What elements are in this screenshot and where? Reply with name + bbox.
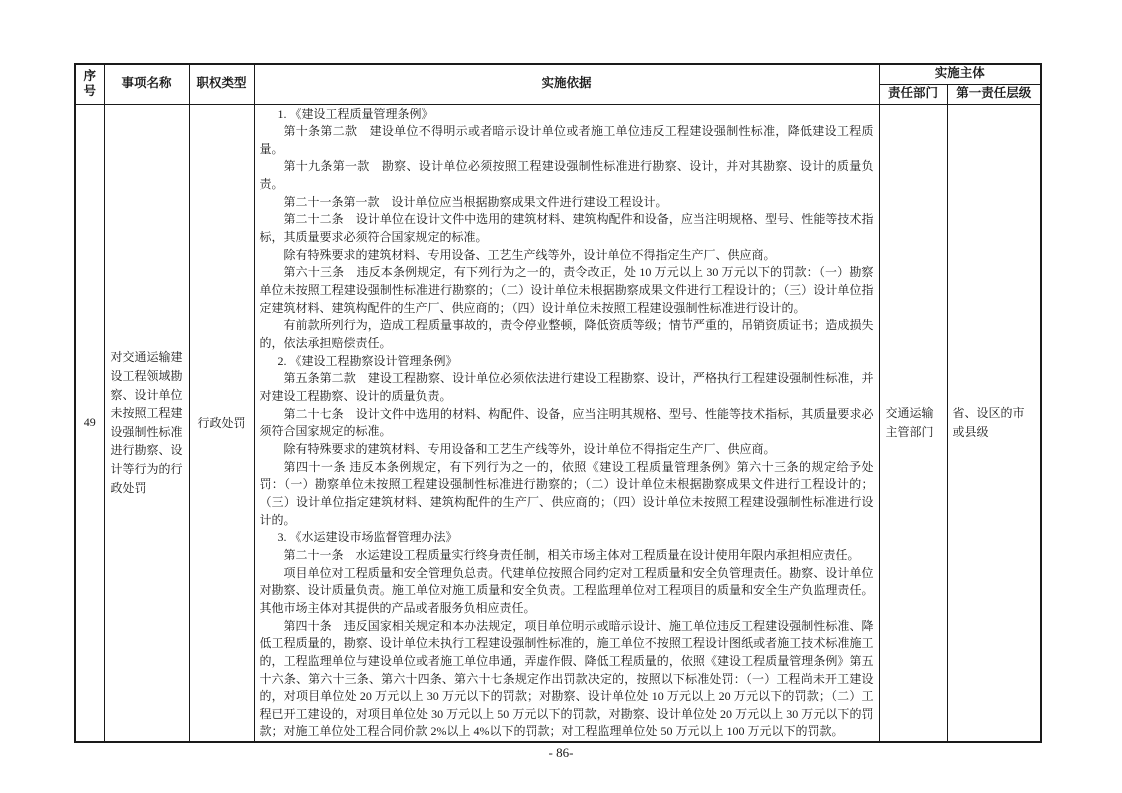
header-authority-type: 职权类型 [189,64,254,104]
basis-paragraph: 第十条第二款 建设单位不得明示或者暗示设计单位或者施工单位违反工程建设强制性标准，降低建设工程质量。 [259,124,874,156]
implementation-basis-text [260,106,874,742]
basis-paragraph: 3. 《水运建设市场监督管理办法》 [277,530,458,545]
header-responsible-department: 责任部门 [879,84,947,104]
penalty-items-table [74,63,1042,743]
basis-paragraph: 第五条第二款 建设工程勘察、设计单位必须依法进行建设工程勘察、设计，严格执行工程建设强制性标准，并对建设工程勘察、设计的质量负责。 [259,371,874,403]
table-row [75,104,1041,742]
basis-paragraph: 第六十三条 违反本条例规定，有下列行为之一的，责令改正，处 10 万元以上 30 万元以下的罚款：（一）勘察单位未按照工程建设强制性标准进行勘察的；（二）设计单位未根据勘察成果文件进行工程设计的；（三）设计单位指定建筑材料、建筑构配件的生产厂、供应商的；（四）设计单位未按照工程建设强制性标准进行设计的。 [259,265,874,315]
header-first-responsibility-level: 第一责任层级 [947,84,1041,104]
basis-paragraph: 第四十一条 违反本条例规定，有下列行为之一的，依照《建设工程质量管理条例》第六十三条的规定给予处罚：（一）勘察单位未按照工程建设强制性标准进行勘察的；（二）设计单位未根据勘察成果文件进行工程设计的；（三）设计单位指定建筑材料、建筑构配件的生产厂、供应商的；（四）设计单位未按照工程建设强制性标准进行设计的。 [259,459,874,527]
cell-serial-no: 49 [75,104,104,742]
basis-paragraph: 第二十一条第一款 设计单位应当根据勘察成果文件进行建设工程设计。 [283,194,668,209]
cell-responsible-department: 交通运输主管部门 [879,104,947,742]
cell-item-name: 对交通运输建设工程领域勘察、设计单位未按照工程建设强制性标准进行勘察、设计等行为的行政处罚 [104,104,189,742]
basis-paragraph: 第十九条第一款 勘察、设计单位必须按照工程建设强制性标准进行勘察、设计，并对其勘察、设计的质量负责。 [259,159,874,192]
basis-paragraph: 项目单位对工程质量和安全管理负总责。代建单位按照合同约定对工程质量和安全负管理责任。勘察、设计单位对勘察、设计质量负责。施工单位对施工质量和安全负责。工程监理单位对工程项目的质量和安全生产负监理责任。其他市场主体对其提供的产品或者服务负相应责任。 [259,565,874,615]
header-implementation-basis: 实施依据 [254,64,879,104]
header-implementation-subject: 实施主体 [879,64,1041,84]
basis-paragraph: 2. 《建设工程勘察设计管理条例》 [277,353,458,368]
cell-authority-type: 行政处罚 [189,104,254,742]
basis-paragraph: 第二十七条 设计文件中选用的材料、构配件、设备，应当注明其规格、型号、性能等技术指标，其质量要求必须符合国家规定的标准。 [259,406,874,439]
basis-paragraph: 第四十条 违反国家相关规定和本办法规定，项目单位明示或暗示设计、施工单位违反工程建设强制性标准、降低工程质量的，勘察、设计单位未执行工程建设强制性标准的，施工单位不按照工程设计图纸或者施工技术标准施工的，工程监理单位与建设单位或者施工单位串通，弄虚作假、降低工程质量的，依照《建设工程质量管理条例》第五十六条、第六十三条、第六十四条、第六十七条规定作出罚款决定的，按照以下标准处罚：（一）工程尚未开工建设的，对项目单位处 20 万元以上 30 万元以下的罚款；对勘察、设计单位处 10 万元以上 20 万元以下的罚款；（二）工程已开工建设的，对项目单位处 30 万元以上 50 万元以下的罚款，对勘察、设计单位处 20 万元以上 30 万元以下的罚款；对施工单位处工程合同价款 2%以上 4%以下的罚款；对工程监理单位处 50 万元以上 100 万元以下的罚款。 [259,618,874,739]
cell-implementation-basis [254,104,879,742]
basis-paragraph: 除有特殊要求的建筑材料、专用设备和工艺生产线等外，设计单位不得指定生产厂、供应商。 [283,441,776,456]
basis-paragraph: 第二十一条 水运建设工程质量实行终身责任制，相关市场主体对工程质量在设计使用年限内承担相应责任。 [283,547,860,562]
basis-paragraph: 第二十二条 设计单位在设计文件中选用的建筑材料、建筑构配件和设备，应当注明规格、型号、性能等技术指标，其质量要求必须符合国家规定的标准。 [259,212,874,245]
basis-paragraph: 1. 《建设工程质量管理条例》 [277,106,434,121]
basis-paragraph: 有前款所列行为，造成工程质量事故的，责令停业整顿，降低资质等级；情节严重的，吊销资质证书；造成损失的，依法承担赔偿责任。 [259,318,874,351]
cell-first-responsibility-level: 省、设区的市或县级 [947,104,1041,742]
header-serial-no: 序号 [75,64,104,104]
basis-paragraph: 除有特殊要求的建筑材料、专用设备、工艺生产线等外，设计单位不得指定生产厂、供应商。 [283,247,776,262]
page-number: - 86- [548,745,574,760]
header-item-name: 事项名称 [104,64,189,104]
table-header-row-1 [75,64,1041,84]
